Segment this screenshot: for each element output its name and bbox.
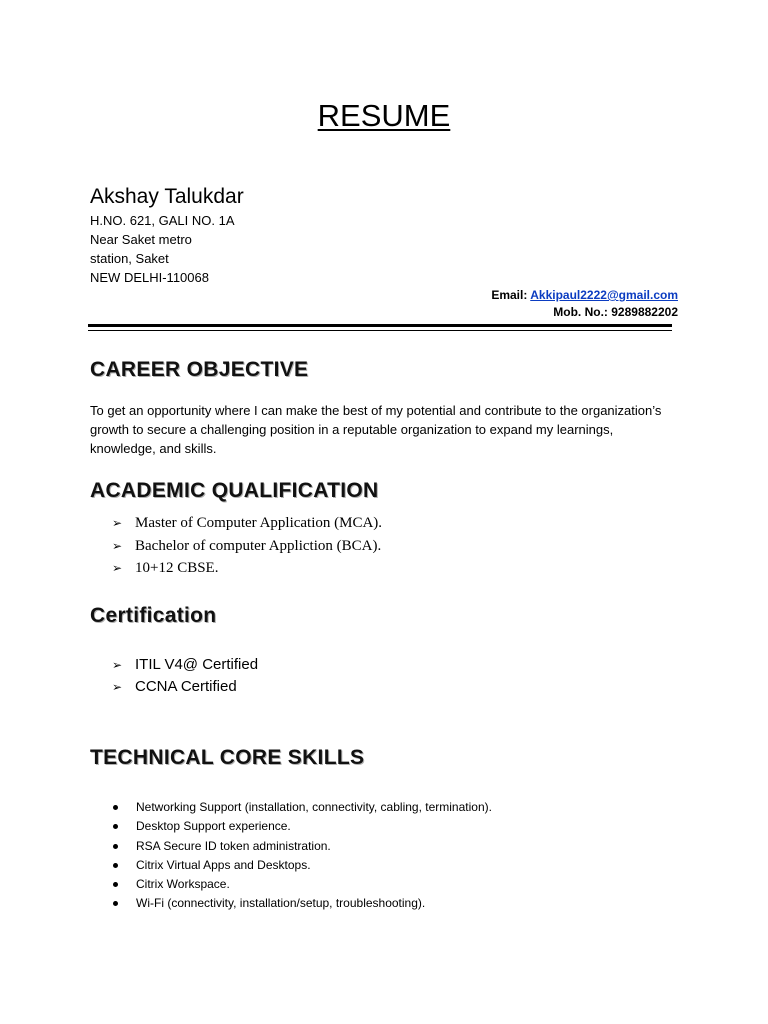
list-item [112, 512, 382, 535]
mobile-number: 9289882202 [611, 305, 678, 319]
list-item [113, 875, 492, 894]
round-bullet-icon [113, 863, 118, 868]
candidate-name: Akshay Talukdar [90, 185, 244, 208]
email-row [491, 287, 678, 304]
skill-item-text: Desktop Support experience. [136, 819, 291, 834]
address-line: H.NO. 621, GALI NO. 1A [90, 213, 235, 228]
list-item [113, 817, 492, 836]
contact-block [491, 287, 678, 321]
list-item [112, 676, 258, 698]
certification-item-text: ITIL V4@ Certified [135, 656, 259, 673]
mobile-row [491, 304, 678, 321]
skill-item-text: Citrix Virtual Apps and Desktops. [136, 857, 311, 872]
round-bullet-icon [113, 844, 118, 849]
list-item [113, 837, 492, 856]
arrowhead-bullet-icon: ➢ [112, 658, 123, 672]
list-item [113, 894, 492, 913]
arrowhead-bullet-icon: ➢ [112, 680, 123, 694]
skill-item-text: RSA Secure ID token administration. [136, 838, 331, 853]
certification-item-text: CCNA Certified [135, 678, 237, 695]
academic-item-text: Bachelor of computer Appliction (BCA). [135, 537, 382, 554]
academic-item-text: 10+12 CBSE. [135, 560, 219, 576]
certification-heading: Certification [90, 604, 217, 627]
address-line: NEW DELHI-110068 [90, 270, 209, 285]
page-title: RESUME [317, 98, 451, 133]
technical-skills-heading: TECHNICAL CORE SKILLS [90, 746, 365, 769]
email-link[interactable]: Akkipaul2222@gmail.com [530, 288, 678, 302]
email-label: Email: [491, 288, 528, 302]
certification-list [112, 654, 258, 698]
academic-qualification-list [112, 512, 382, 580]
arrowhead-bullet-icon: ➢ [112, 561, 123, 575]
career-objective-text: To get an opportunity where I can make the best of my potential and contribute to the organization’s growth to secure a challenging position in a reputable organization to expand my learnings, knowledge, and skills. [90, 403, 662, 456]
header-divider-thick [88, 324, 672, 327]
round-bullet-icon [113, 901, 118, 906]
address-line: Near Saket metro [90, 232, 192, 247]
technical-skills-list [113, 798, 492, 914]
mobile-label: Mob. No.: [553, 305, 608, 319]
header-divider-thin [88, 330, 672, 331]
round-bullet-icon [113, 805, 118, 810]
round-bullet-icon [113, 824, 118, 829]
skill-item-text: Wi-Fi (connectivity, installation/setup, troubleshooting). [136, 896, 426, 911]
list-item [112, 654, 258, 676]
career-objective-heading: CAREER OBJECTIVE [90, 358, 309, 381]
skill-item-text: Citrix Workspace. [136, 877, 230, 892]
academic-item-text: Master of Computer Application (MCA). [135, 515, 383, 531]
list-item [112, 557, 382, 580]
list-item [113, 798, 492, 817]
academic-qualification-heading: ACADEMIC QUALIFICATION [90, 479, 379, 502]
list-item [112, 535, 382, 558]
arrowhead-bullet-icon: ➢ [112, 516, 123, 530]
list-item [113, 856, 492, 875]
skill-item-text: Networking Support (installation, connectivity, cabling, termination). [136, 800, 492, 814]
postal-address [90, 211, 235, 287]
address-line: station, Saket [90, 251, 169, 266]
round-bullet-icon [113, 882, 118, 887]
arrowhead-bullet-icon: ➢ [112, 538, 123, 553]
